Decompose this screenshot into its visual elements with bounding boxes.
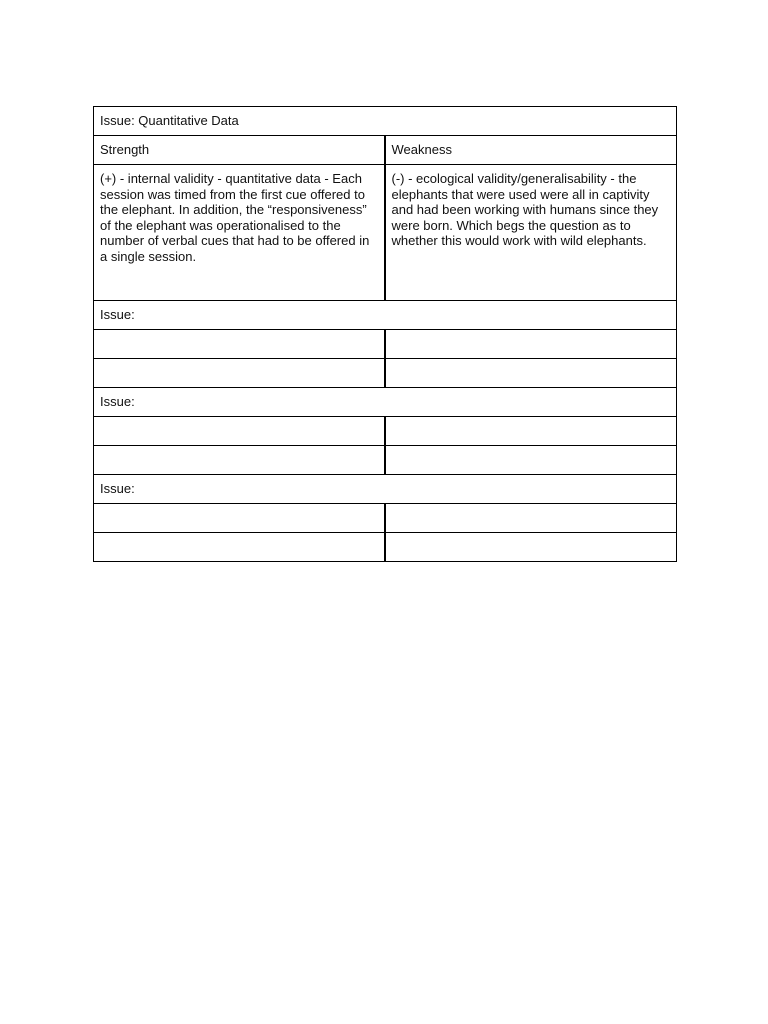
- issues-table: [93, 106, 677, 562]
- strength-cell: (+) - internal validity - quantitative data - Each session was timed from the first cue offered to the elephant. In addition, the “responsiveness” of the elephant was operationalised to the number of verbal cues that had to be offered in a single session.: [94, 165, 385, 301]
- empty-cell: [94, 417, 385, 446]
- strength-header: Strength: [94, 136, 385, 165]
- empty-cell: [385, 446, 677, 475]
- empty-cell: [385, 330, 677, 359]
- empty-row: [94, 504, 677, 533]
- empty-row: [94, 446, 677, 475]
- empty-cell: [385, 417, 677, 446]
- empty-cell: [385, 533, 677, 562]
- empty-cell: [94, 359, 385, 388]
- issue-row: [94, 107, 677, 136]
- content-row: [94, 165, 677, 301]
- issue-label: Issue:: [94, 388, 677, 417]
- empty-row: [94, 330, 677, 359]
- weakness-cell: (-) - ecological validity/generalisability - the elephants that were used were all in captivity and had been working with humans since they were born. Which begs the question as to whether this would work with wild elephants.: [385, 165, 677, 301]
- empty-cell: [385, 504, 677, 533]
- empty-cell: [94, 533, 385, 562]
- empty-row: [94, 533, 677, 562]
- issue-row: [94, 388, 677, 417]
- issue-label: Issue:: [94, 301, 677, 330]
- empty-cell: [94, 330, 385, 359]
- empty-row: [94, 359, 677, 388]
- weakness-header: Weakness: [385, 136, 677, 165]
- empty-cell: [94, 504, 385, 533]
- issue-label: Issue: Quantitative Data: [94, 107, 677, 136]
- issue-row: [94, 301, 677, 330]
- header-row: [94, 136, 677, 165]
- empty-row: [94, 417, 677, 446]
- empty-cell: [94, 446, 385, 475]
- issue-row: [94, 475, 677, 504]
- empty-cell: [385, 359, 677, 388]
- issue-label: Issue:: [94, 475, 677, 504]
